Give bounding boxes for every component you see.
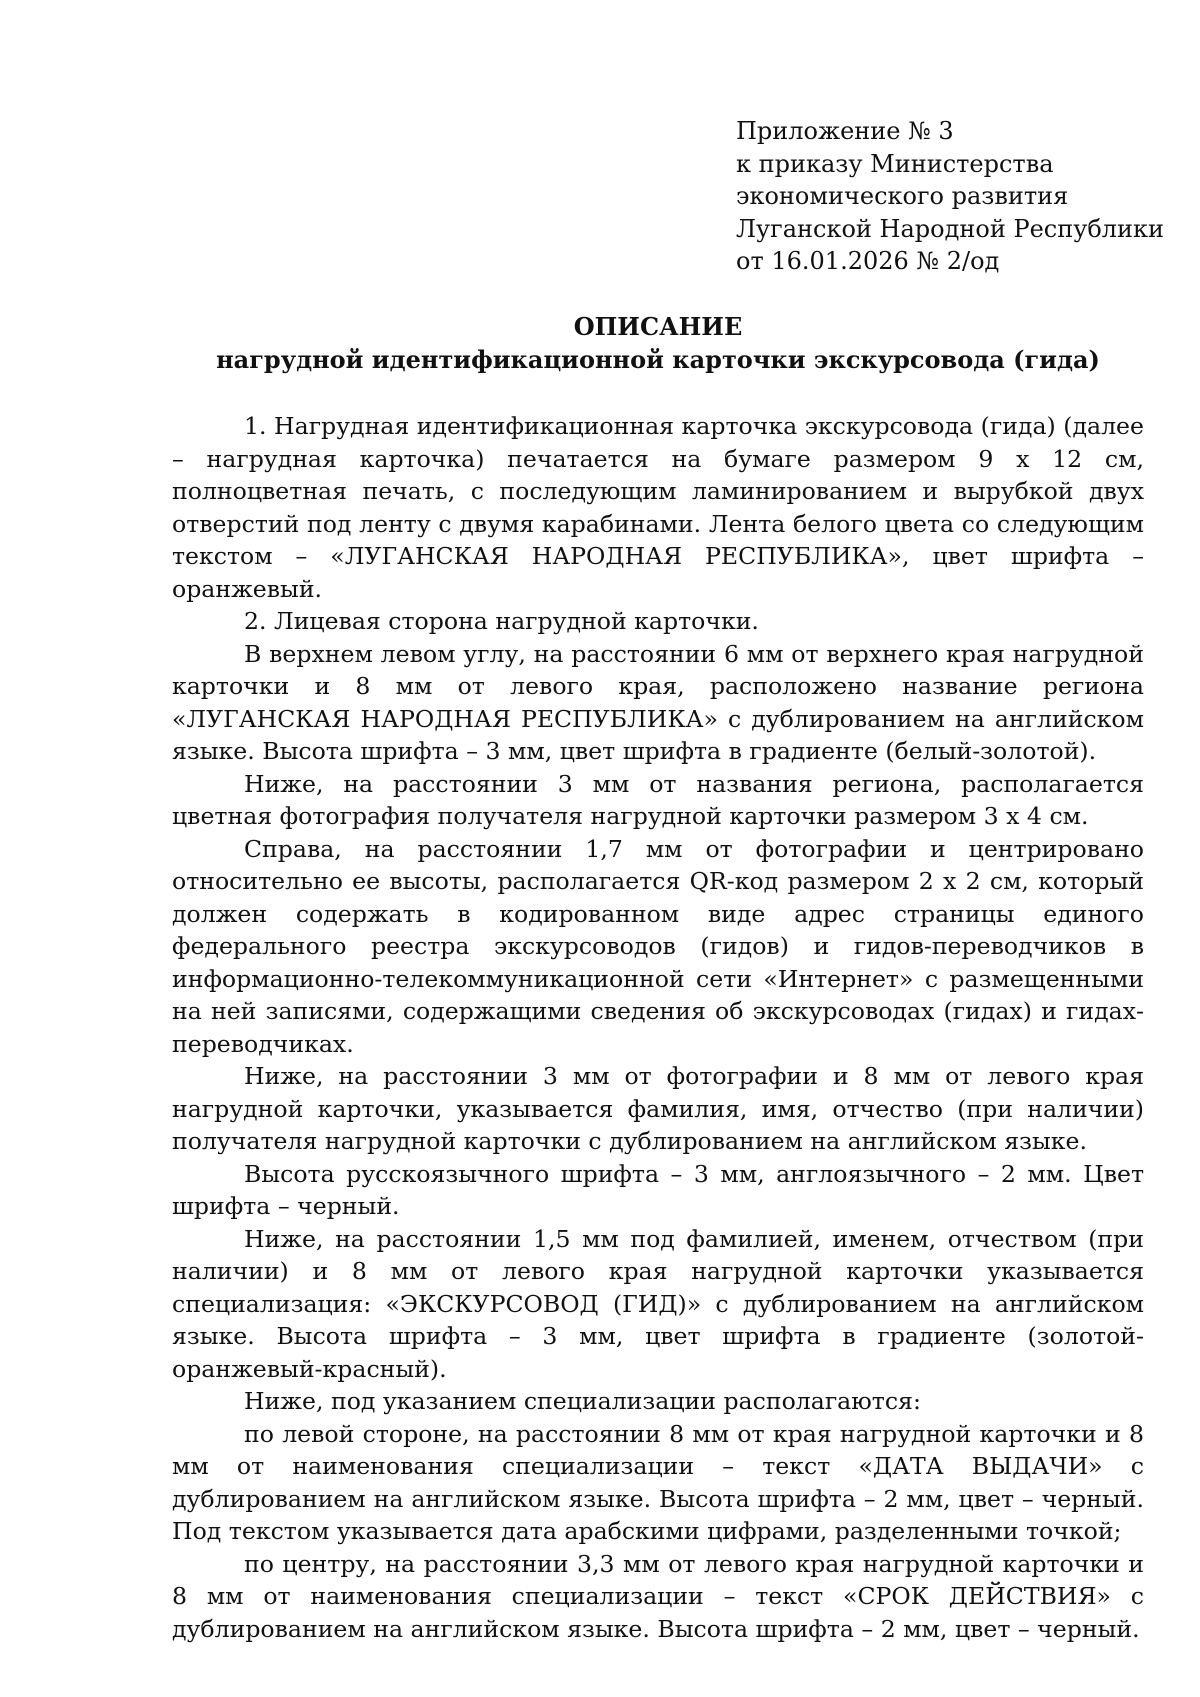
- paragraph: Ниже, на расстоянии 3 мм от названия региона, располагается цветная фотография получателя нагрудной карточки размером 3 х 4 см.: [172, 769, 1144, 830]
- appendix-line: к приказу Министерства: [736, 149, 1054, 178]
- paragraph: Справа, на расстоянии 1,7 мм от фотографии и центрировано относительно ее высоты, располагается QR-код размером 2 х 2 см, который должен содержать в кодированном виде адрес страницы единого федерального реестра экскурсоводов (гидов) и гидов-переводчиков в информационно-телекоммуникационной сети «Интернет» с размещенными на ней записями, содержащими сведения об экскурсоводах (гидах) и гидах-переводчиках.: [172, 834, 1144, 1058]
- paragraph: по левой стороне, на расстоянии 8 мм от края нагрудной карточки и 8 мм от наименования специализации – текст «ДАТА ВЫДАЧИ» с дублированием на английском языке. Высота шрифта – 2 мм, цвет – черный. Под текстом указывается дата арабскими цифрами, разделенными точкой;: [172, 1419, 1144, 1545]
- paragraph: Ниже, на расстоянии 3 мм от фотографии и 8 мм от левого края нагрудной карточки, указывается фамилия, имя, отчество (при наличии) получателя нагрудной карточки с дублированием на английском языке.: [172, 1062, 1144, 1155]
- appendix-line: от 16.01.2026 № 2/од: [736, 247, 1000, 275]
- paragraph: Ниже, на расстоянии 1,5 мм под фамилией, именем, отчеством (при наличии) и 8 мм от левого края нагрудной карточки указывается специализация: «ЭКСКУРСОВОД (ГИД)» с дублированием на английском языке. Высота шрифта – 3 мм, цвет шрифта в градиенте (золотой-оранжевый-красный).: [172, 1224, 1144, 1383]
- paragraph: В верхнем левом углу, на расстоянии 6 мм от верхнего края нагрудной карточки и 8 мм от левого края, расположено название региона «ЛУГАНСКАЯ НАРОДНАЯ РЕСПУБЛИКА» с дублированием на английском языке. Высота шрифта – 3 мм, цвет шрифта в градиенте (белый-золотой).: [172, 639, 1144, 765]
- document-body: [172, 410, 1144, 1645]
- paragraph: Ниже, под указанием специализации располагаются:: [244, 1387, 921, 1415]
- appendix-block: [736, 115, 1176, 278]
- document-subtitle: нагрудной идентификационной карточки экскурсовода (гида): [216, 345, 1100, 374]
- appendix-line: Приложение № 3: [736, 117, 954, 145]
- paragraph: 2. Лицевая сторона нагрудной карточки.: [244, 607, 759, 635]
- paragraph: Высота русскоязычного шрифта – 3 мм, англоязычного – 2 мм. Цвет шрифта – черный.: [172, 1159, 1144, 1220]
- paragraph: 1. Нагрудная идентификационная карточка экскурсовода (гида) (далее – нагрудная карточка) печатается на бумаге размером 9 х 12 см, полноцветная печать, с последующим ламинированием и вырубкой двух отверстий под ленту с двумя карабинами. Лента белого цвета со следующим текстом – «ЛУГАНСКАЯ НАРОДНАЯ РЕСПУБЛИКА», цвет шрифта – оранжевый.: [172, 412, 1144, 603]
- document-title: ОПИСАНИЕ: [573, 312, 743, 341]
- paragraph: по центру, на расстоянии 3,3 мм от левого края нагрудной карточки и 8 мм от наименования специализации – текст «СРОК ДЕЙСТВИЯ» с дублированием на английском языке. Высота шрифта – 2 мм, цвет – черный.: [172, 1549, 1144, 1643]
- appendix-line: экономического развития: [736, 182, 1069, 210]
- appendix-line: Луганской Народной Республики: [736, 214, 1165, 243]
